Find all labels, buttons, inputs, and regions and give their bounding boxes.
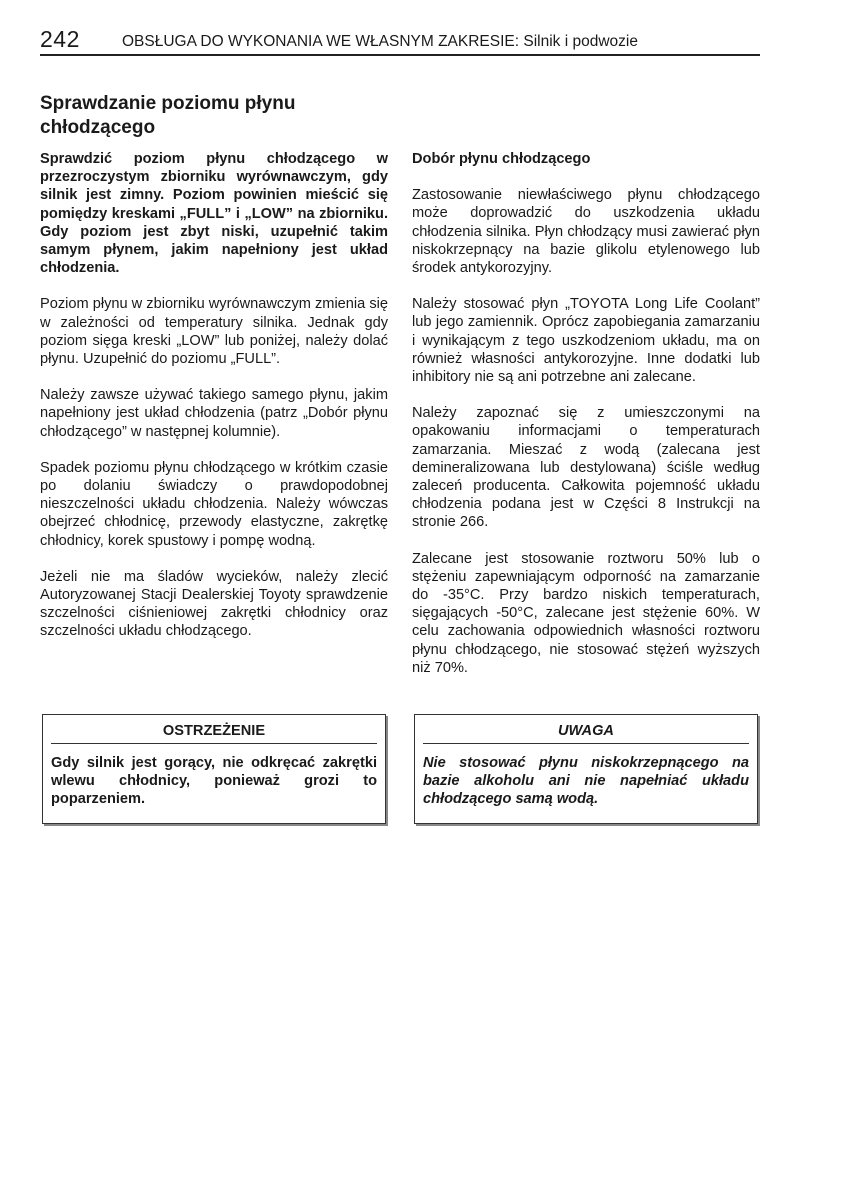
intro-paragraph: Sprawdzić poziom płynu chłodzącego w przezroczystym zbiorniku wyrównawczym, gdy silnik jest zimny. Poziom powinien mieścić się pomiędzy kreskami „FULL” i „LOW” na zbiorniku. Gdy poziom jest zbyt niski, uzupełnić takim samym płynem, jakim napełniony jest układ chłodzenia. — [40, 151, 388, 277]
page-number: 242 — [40, 26, 80, 52]
warning-box — [42, 714, 386, 824]
paragraph-wrong-coolant: Zastosowanie niewłaściwego płynu chłodzącego może doprowadzić do uszkodzenia układu chłodzenia silnika. Płyn chłodzący musi zawierać płyn niskokrzepnący na bazie glikolu etylenowego lub środek antykorozyjny. — [412, 187, 760, 277]
paragraph-level-changes: Poziom płynu w zbiorniku wyrównawczym zmienia się w zależności od temperatury silnika. Jednak gdy poziom sięga kreski „LOW” lub poniżej, należy dolać płynu. Uzupełnić do poziomu „FULL”. — [40, 296, 388, 368]
paragraph-leak: Spadek poziomu płynu chłodzącego w krótkim czasie po dolaniu świadczy o prawdopodobnej nieszczelności układu chłodzenia. Należy wówczas obejrzeć chłodnicę, przewody elastyczne, zakrętkę chłodnicy, korek spustowy i pompę wodną. — [40, 459, 388, 549]
page-header — [40, 28, 760, 56]
running-head: OBSŁUGA DO WYKONANIA WE WŁASNYM ZAKRESIE: Silnik i podwozie — [122, 33, 638, 50]
warning-text: Gdy silnik jest gorący, nie odkręcać zakrętki wlewu chłodnicy, ponieważ grozi to poparzeniem. — [51, 755, 377, 808]
caution-box — [414, 714, 758, 824]
caution-text: Nie stosować płynu niskokrzepnącego na bazie alkoholu ani nie napełniać układu chłodzącego samą wodą. — [423, 755, 749, 808]
right-column — [412, 150, 760, 695]
paragraph-same-fluid: Należy zawsze używać takiego samego płynu, jakim napełniony jest układ chłodzenia (patrz „Dobór płynu chłodzącego” w następnej kolumnie). — [40, 387, 388, 440]
paragraph-toyota-coolant: Należy stosować płyn „TOYOTA Long Life Coolant” lub jego zamiennik. Oprócz zapobiegania zamarzaniu i wynikającym z tego uszkodzeniom układu, ma on również własności antykorozyjne. Inne dodatki lub inhibitory nie są ani potrzebne ani zalecane. — [412, 296, 760, 386]
left-column — [40, 150, 388, 659]
coolant-selection-heading: Dobór płynu chłodzącego — [412, 151, 591, 167]
paragraph-dealer-check: Jeżeli nie ma śladów wycieków, należy zlecić Autoryzowanej Stacji Dealerskiej Toyoty sprawdzenie szczelności ciśnieniowej zakrętki chłodnicy oraz szczelności układu chłodzącego. — [40, 568, 388, 640]
section-title: Sprawdzanie poziomu płynu chłodzącego — [40, 93, 296, 138]
caution-title: UWAGA — [423, 715, 749, 744]
warning-title: OSTRZEŻENIE — [51, 715, 377, 744]
paragraph-concentration: Zalecane jest stosowanie roztworu 50% lub o stężeniu zapewniającym odporność na zamarzanie do -35°C. Przy bardzo niskich temperaturach, sięgających -50°C, zalecane jest stężenie 60%. W celu zachowania odpowiednich własności roztworu płynu chłodzącego, nie stosować stężeń wyższych niż 70%. — [412, 550, 760, 676]
paragraph-mixing: Należy zapoznać się z umieszczonymi na opakowaniu informacjami o temperaturach zamarzania. Mieszać z wodą (zalecana jest demineralizowana lub destylowana) ściśle według zaleceń producenta. Całkowita pojemność układu chłodzenia podana jest w Części 8 Instrukcji na stronie 266. — [412, 405, 760, 531]
